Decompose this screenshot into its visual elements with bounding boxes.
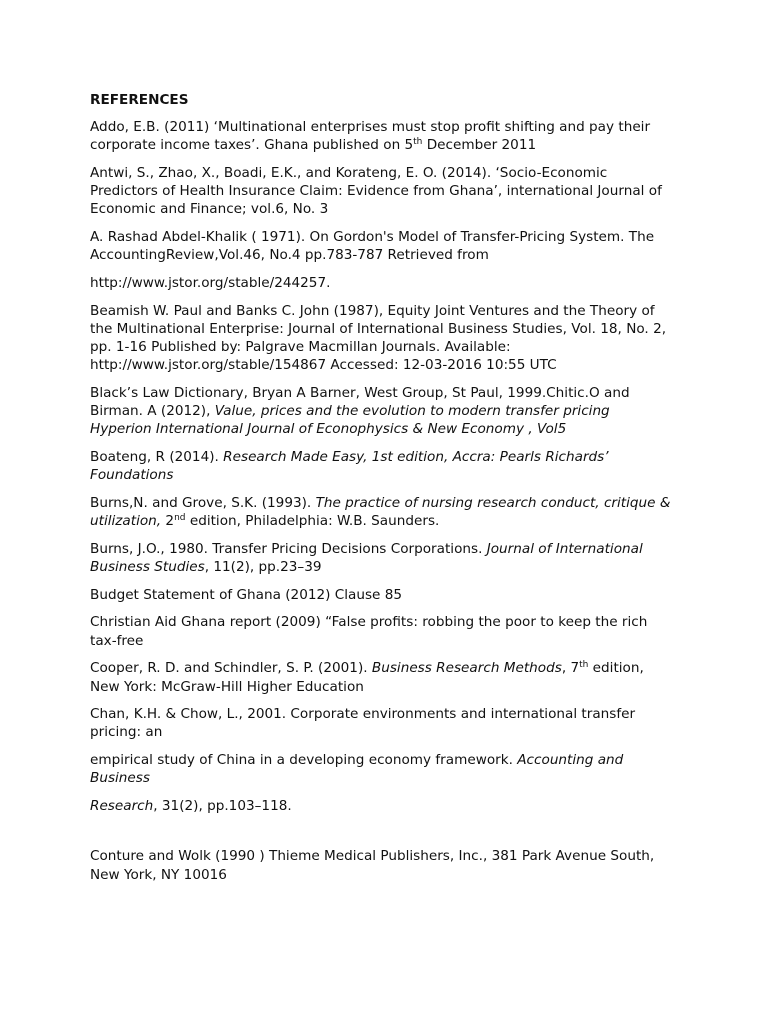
superscript: nd: [174, 513, 186, 524]
references-heading: REFERENCES: [90, 92, 189, 108]
reference-text: , 31(2), pp.103–118.: [153, 798, 292, 815]
reference-chan-1: [90, 705, 675, 741]
superscript: th: [579, 660, 589, 671]
reference-text: edition, New York: McGraw-Hill Higher Education: [90, 660, 644, 695]
italic-text: Research: [90, 798, 154, 815]
reference-chan-2: [90, 751, 675, 787]
reference-text: , 11(2), pp.23–39: [204, 559, 322, 576]
italic-text: Accounting and Business: [90, 752, 624, 787]
reference-text: Black’s Law Dictionary, Bryan A Barner, West Group, St Paul, 1999.Chitic.O and Birman. A (2012),: [90, 384, 630, 420]
reference-text: Conture and Wolk (1990 ) Thieme Medical Publishers, Inc., 381 Park Avenue South, New York, NY 10016: [90, 848, 655, 883]
italic-text: Business Research Methods: [371, 660, 562, 677]
reference-text: December 2011: [422, 137, 537, 154]
superscript: th: [413, 137, 423, 148]
reference-abdel-khalik: [90, 228, 675, 264]
reference-text: Cooper, R. D. and Schindler, S. P. (2001).: [90, 660, 372, 677]
document-page: [90, 91, 675, 893]
italic-text: The practice of nursing research conduct, critique & utilization,: [90, 494, 671, 530]
italic-text: Research Made Easy, 1st edition, Accra: Pearls Richards’ Foundations: [90, 449, 609, 484]
reference-text: Antwi, S., Zhao, X., Boadi, E.K., and Korateng, E. O. (2014). ‘Socio-Economic Predictors of Health Insurance Claim: Evidence from Ghana’, international Journal of Economic and Finance; vol.6, No. 3: [90, 164, 662, 218]
italic-text: Value, prices and the evolution to modern transfer pricing Hyperion International Journal of Econophysics & New Economy , Vol5: [90, 403, 610, 438]
reference-text: Christian Aid Ghana report (2009) “False profits: robbing the poor to keep the rich tax-free: [90, 614, 648, 649]
italic-text: Journal of International Business Studies: [90, 540, 643, 576]
reference-text: , 7: [561, 660, 580, 677]
reference-burns-grove: [90, 494, 675, 530]
reference-text: Boateng, R (2014).: [90, 449, 224, 466]
reference-text: http://www.jstor.org/stable/244257.: [90, 274, 331, 291]
reference-text: Budget Statement of Ghana (2012) Clause 85: [90, 586, 403, 603]
reference-text: 2: [161, 513, 175, 530]
reference-text: Chan, K.H. & Chow, L., 2001. Corporate environments and international transfer pricing: an: [90, 706, 636, 741]
reference-jstor-url: [90, 274, 675, 292]
reference-text: empirical study of China in a developing economy framework.: [90, 752, 518, 769]
reference-boateng: [90, 448, 675, 484]
reference-text: Burns,N. and Grove, S.K. (1993).: [90, 494, 316, 511]
reference-text: A. Rashad Abdel-Khalik ( 1971). On Gordon's Model of Transfer-Pricing System. The AccountingReview,Vol.46, No.4 pp.783-787 Retrieved from: [90, 229, 655, 264]
reference-text: Beamish W. Paul and Banks C. John (1987), Equity Joint Ventures and the Theory of the Multinational Enterprise: Journal of International Business Studies, Vol. 18, No. 2, pp. 1-16 Published by: Palgrave Macmillan Journals. Available: http://www.jstor.org/stable/154867 Accessed: 12-03-2016 10:55 UTC: [90, 302, 667, 374]
reference-list: [90, 118, 675, 884]
reference-antwi: [90, 164, 675, 219]
reference-christian-aid: [90, 613, 675, 649]
reference-blacks: [90, 384, 675, 439]
reference-chan-3: [90, 797, 675, 815]
reference-text: Burns, J.O., 1980. Transfer Pricing Decisions Corporations.: [90, 540, 487, 557]
reference-text: Addo, E.B. (2011) ‘Multinational enterprises must stop profit shifting and pay their corporate income taxes’. Ghana published on 5: [90, 119, 651, 154]
reference-budget: [90, 586, 675, 604]
reference-text: edition, Philadelphia: W.B. Saunders.: [185, 513, 440, 530]
reference-cooper: [90, 659, 675, 695]
reference-burns-jo: [90, 540, 675, 576]
reference-conture: [90, 847, 675, 883]
reference-addo: [90, 118, 675, 154]
reference-beamish: [90, 302, 675, 375]
